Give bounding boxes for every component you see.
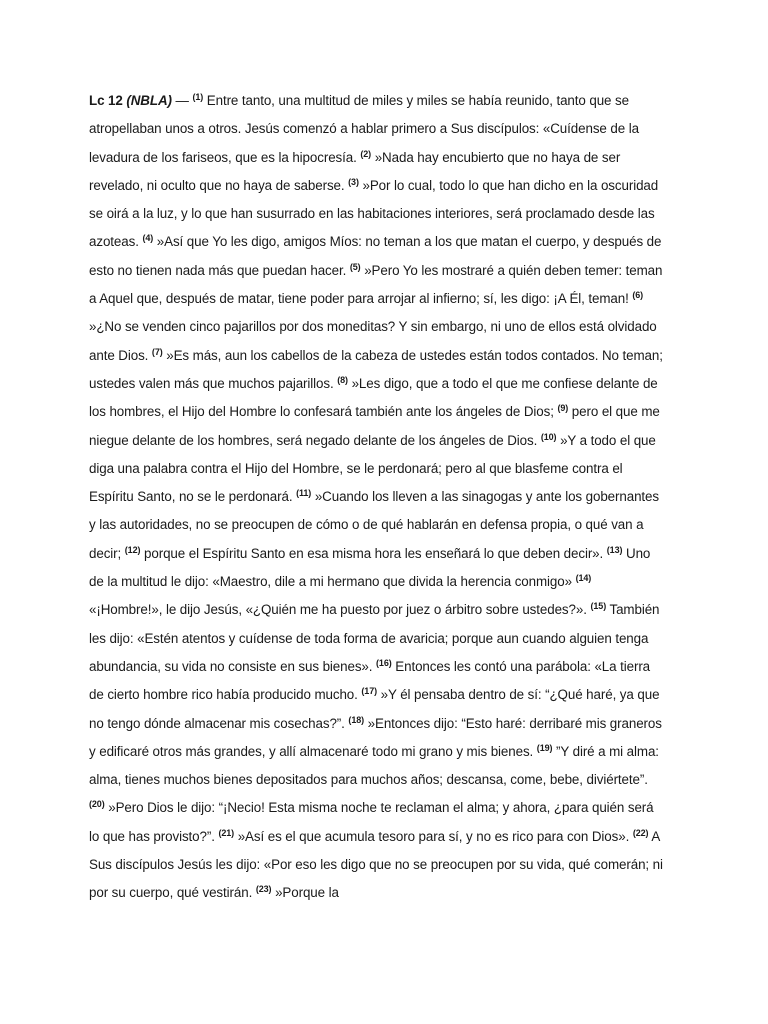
reference-dash: — <box>175 93 189 108</box>
verse-number: (10) <box>540 431 557 442</box>
verse-text: Uno de la multitud le dijo: «Maestro, dile a mi hermano que divida la herencia conmigo» <box>89 545 651 590</box>
verse-number: (6) <box>632 290 644 301</box>
verse-number: (16) <box>376 657 392 668</box>
verse-number: (19) <box>536 742 553 753</box>
verse-number: (11) <box>296 488 312 499</box>
verse-text: A Sus discípulos Jesús les dijo: «Por eso les digo que no se preocupen por su vida, qué comerán; ni por su cuerpo, qué vestirán. <box>89 828 663 901</box>
verse-text: Entonces les contó una parábola: «La tierra de cierto hombre rico había producido mucho. <box>89 658 651 703</box>
verse-text: ”Y diré a mi alma: alma, tienes muchos bienes depositados para muchos años; descansa, come, bebe, diviértete”. <box>89 743 659 788</box>
reference-version: (NBLA) <box>126 93 172 108</box>
verse-number: (18) <box>348 714 365 725</box>
verse-text: »Y a todo el que diga una palabra contra el Hijo del Hombre, se le perdonará; pero al que blasfeme contra el Espíritu Santo, no se le perdonará. <box>89 432 656 505</box>
verse-number: (3) <box>348 176 359 187</box>
verse-text: »Entonces dijo: “Esto haré: derribaré mis graneros y edificaré otros más grandes, y allí almacenaré todo mi grano y mis bienes. <box>89 715 662 759</box>
verse-number: (1) <box>192 92 204 102</box>
verse-text: »Porque la <box>275 885 339 901</box>
verse-number: (9) <box>557 403 569 414</box>
verse-text: »Así que Yo les digo, amigos Míos: no teman a los que matan el cuerpo, y después de esto no tienen nada más que puedan hacer. <box>89 234 662 278</box>
verse-number: (5) <box>349 261 361 272</box>
verse-text: »Es más, aun los cabellos de la cabeza de ustedes están todos contados. No teman; ustedes valen más que muchos pajarillos. <box>89 347 663 391</box>
verse-number: (17) <box>361 686 378 697</box>
verse-number: (8) <box>337 374 348 385</box>
verse-text: porque el Espíritu Santo en esa misma hora les enseñará lo que deben decir». <box>144 545 604 561</box>
verse-text: »¿No se venden cinco pajarillos por dos moneditas? Y sin embargo, ni uno de ellos está olvidado ante Dios. <box>89 319 657 363</box>
verse-text: »Así es el que acumula tesoro para sí, y no es rico para con Dios». <box>237 828 630 844</box>
verse-number: (15) <box>590 601 607 612</box>
verse-text: »Pero Yo les mostraré a quién deben temer: teman a Aquel que, después de matar, tiene poder para arrojar al infierno; sí, les digo: ¡A Él, teman! <box>89 262 663 307</box>
verse-number: (22) <box>632 827 649 838</box>
verse-text: pero el que me niegue delante de los hombres, será negado delante de los ángeles de Dios. <box>89 404 660 448</box>
verse-number: (4) <box>142 233 154 244</box>
verse-text: »Por lo cual, todo lo que han dicho en la oscuridad se oirá a la luz, y lo que han susurrado en las habitaciones interiores, será proclamado desde las azoteas. <box>89 177 659 250</box>
verse-number: (21) <box>218 827 235 838</box>
verse-number: (20) <box>89 799 105 810</box>
reference-book-chapter: Lc 12 <box>89 93 123 108</box>
verse-number: (13) <box>606 544 623 555</box>
verse-text: »Pero Dios le dijo: “¡Necio! Esta misma noche te reclaman el alma; y ahora, ¿para quién será lo que has provisto?”. <box>89 800 654 844</box>
verse-number: (14) <box>575 573 592 584</box>
verse-text: Entre tanto, una multitud de miles y miles se había reunido, tanto que se atropellaban unos a otros. Jesús comenzó a hablar primero a Sus discípulos: «Cuídense de la levadura de los fariseos, que es la hipocresía. <box>89 93 639 165</box>
verse-text: También les dijo: «Estén atentos y cuídense de toda forma de avaricia; porque aun cuando alguien tenga abundancia, su vida no consiste en sus bienes». <box>89 602 660 674</box>
verse-number: (2) <box>360 148 372 159</box>
scripture-passage <box>89 87 663 908</box>
verse-text: »Y él pensaba dentro de sí: “¿Qué haré, ya que no tengo dónde almacenar mis cosechas?”. <box>89 687 660 731</box>
verse-number: (23) <box>255 884 272 895</box>
verse-text: »Cuando los lleven a las sinagogas y ante los gobernantes y las autoridades, no se preocupen de cómo o de qué hablarán en defensa propia, o qué van a decir; <box>89 489 659 561</box>
verse-text: «¡Hombre!», le dijo Jesús, «¿Quién me ha puesto por juez o árbitro sobre ustedes?». <box>89 602 587 618</box>
verse-number: (7) <box>151 346 163 357</box>
verse-list <box>89 93 663 900</box>
verse-number: (12) <box>124 544 141 555</box>
verse-text: »Nada hay encubierto que no haya de ser revelado, ni oculto que no haya de saberse. <box>89 149 621 193</box>
verse-text: »Les digo, que a todo el que me confiese delante de los hombres, el Hijo del Hombre lo confesará también ante los ángeles de Dios; <box>89 375 658 420</box>
